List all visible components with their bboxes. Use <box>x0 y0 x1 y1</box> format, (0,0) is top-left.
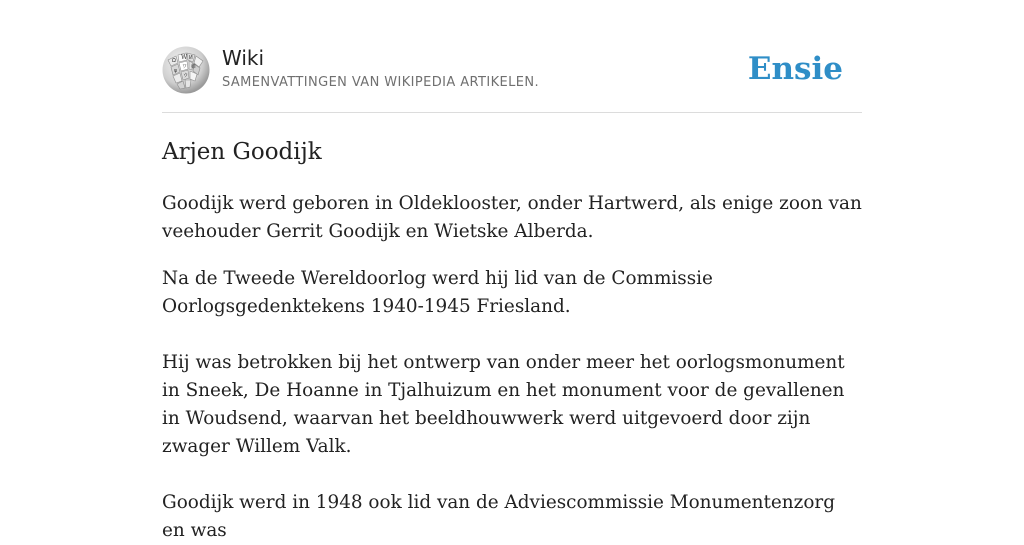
article-paragraph: Na de Tweede Wereldoorlog werd hij lid van de Commissie Oorlogsgedenktekens 1940-1945 Friesland. <box>162 268 713 317</box>
wikipedia-globe-icon[interactable] <box>162 46 210 94</box>
svg-text:維: 維 <box>191 64 197 70</box>
svg-text:И: И <box>189 55 193 61</box>
site-header <box>162 0 862 113</box>
article-title: Arjen Goodijk <box>162 139 322 165</box>
svg-text:ψ: ψ <box>174 68 178 74</box>
site-tagline: SAMENVATTINGEN VAN WIKIPEDIA ARTIKELEN. <box>222 75 540 90</box>
ensie-brand-link[interactable]: Ensie <box>747 51 843 87</box>
article-paragraph: Goodijk werd in 1948 ook lid van de Adviescommissie Monumentenzorg en was <box>162 492 835 541</box>
article-paragraph: Goodijk werd geboren in Oldeklooster, onder Hartwerd, als enige zoon van veehouder Gerrit Goodijk en Wietske Alberda. <box>162 193 862 242</box>
svg-text:W: W <box>181 54 188 61</box>
article-paragraph: Hij was betrokken bij het ontwerp van onder meer het oorlogsmonument in Sneek, De Hoanne in Tjalhuizum en het monument voor de gevallenen in Woudsend, waarvan het beeldhouwwerk werd uitgevoerd door zijn zwager Willem Valk. <box>162 352 845 457</box>
content-container <box>162 0 862 541</box>
svg-text:ワ: ワ <box>182 64 188 70</box>
svg-text:ウ: ウ <box>183 73 189 79</box>
site-name-link[interactable]: Wiki <box>222 46 265 70</box>
svg-text:Ω: Ω <box>172 58 176 64</box>
